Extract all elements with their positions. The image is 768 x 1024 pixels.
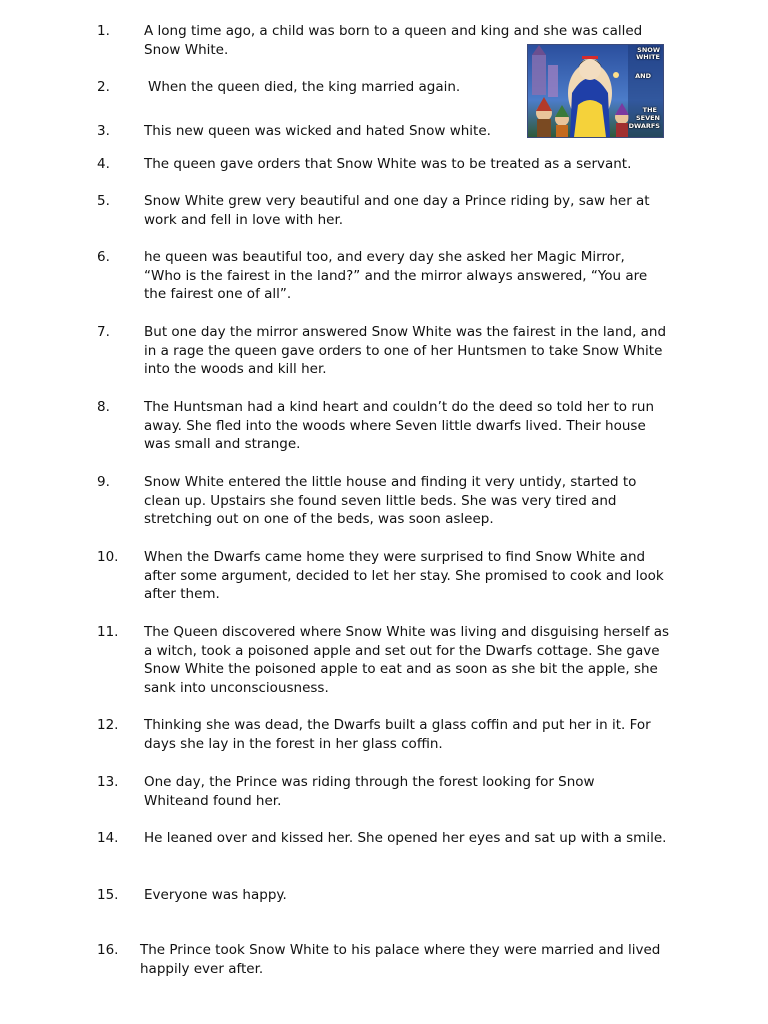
poster-title-line: DWARFS: [628, 122, 660, 130]
item-text: Snow White grew very beautiful and one day a Prince riding by, saw her at work and fell in love with her.: [144, 193, 650, 228]
item-number: 6.: [97, 249, 110, 265]
item-text: One day, the Prince was riding through the forest looking for Snow Whiteand found her.: [144, 774, 595, 809]
item-number: 8.: [97, 399, 110, 415]
item-number: 1.: [97, 23, 110, 39]
item-text: Snow White entered the little house and finding it very untidy, started to clean up. Upstairs she found seven little beds. She was very tired and stretching out on one of the beds, was soon asleep.: [144, 474, 637, 528]
poster-title-line: SNOW: [637, 46, 660, 54]
item-number: 4.: [97, 156, 110, 172]
snow-white-poster-image: [527, 44, 664, 138]
item-text: A long time ago, a child was born to a queen and king and she was called Snow White.: [144, 23, 643, 58]
poster-title-line: WHITE: [636, 53, 660, 61]
poster-title-line: THE: [642, 106, 657, 114]
item-number: 3.: [97, 123, 110, 139]
item-number: 16.: [97, 942, 119, 958]
item-text: When the queen died, the king married again.: [148, 79, 461, 95]
item-text: He leaned over and kissed her. She opened her eyes and sat up with a smile.: [144, 830, 667, 846]
item-number: 9.: [97, 474, 110, 490]
item-number: 13.: [97, 774, 119, 790]
item-number: 5.: [97, 193, 110, 209]
item-text: When the Dwarfs came home they were surprised to find Snow White and after some argument, decided to let her stay. She promised to cook and look after them.: [144, 549, 664, 603]
item-text: Everyone was happy.: [144, 887, 287, 903]
item-number: 12.: [97, 717, 119, 733]
item-text: The Huntsman had a kind heart and couldn’t do the deed so told her to run away. She fled into the woods where Seven little dwarfs lived. Their house was small and strange.: [144, 399, 655, 453]
item-number: 2.: [97, 79, 110, 95]
item-text: he queen was beautiful too, and every day she asked her Magic Mirror, “Who is the fairest in the land?” and the mirror always answered, “You are the fairest one of all”.: [144, 249, 648, 303]
item-text: The Prince took Snow White to his palace where they were married and lived happily ever after.: [140, 942, 661, 977]
item-number: 15.: [97, 887, 119, 903]
item-number: 11.: [97, 624, 119, 640]
poster-title-line: AND: [635, 72, 651, 80]
item-text: But one day the mirror answered Snow White was the fairest in the land, and in a rage the queen gave orders to one of her Huntsmen to take Snow White into the woods and kill her.: [144, 324, 667, 378]
item-number: 7.: [97, 324, 110, 340]
item-number: 10.: [97, 549, 119, 565]
item-number: 14.: [97, 830, 119, 846]
item-text: The queen gave orders that Snow White was to be treated as a servant.: [144, 156, 632, 172]
item-text: This new queen was wicked and hated Snow white.: [144, 123, 491, 139]
poster-title-line: SEVEN: [635, 114, 660, 122]
item-text: Thinking she was dead, the Dwarfs built a glass coffin and put her in it. For days she lay in the forest in her glass coffin.: [144, 717, 651, 752]
item-text: The Queen discovered where Snow White was living and disguising herself as a witch, took a poisoned apple and set out for the Dwarfs cottage. She gave Snow White the poisoned apple to eat and as soon as she bit the apple, she sank into unconsciousness.: [144, 624, 670, 697]
